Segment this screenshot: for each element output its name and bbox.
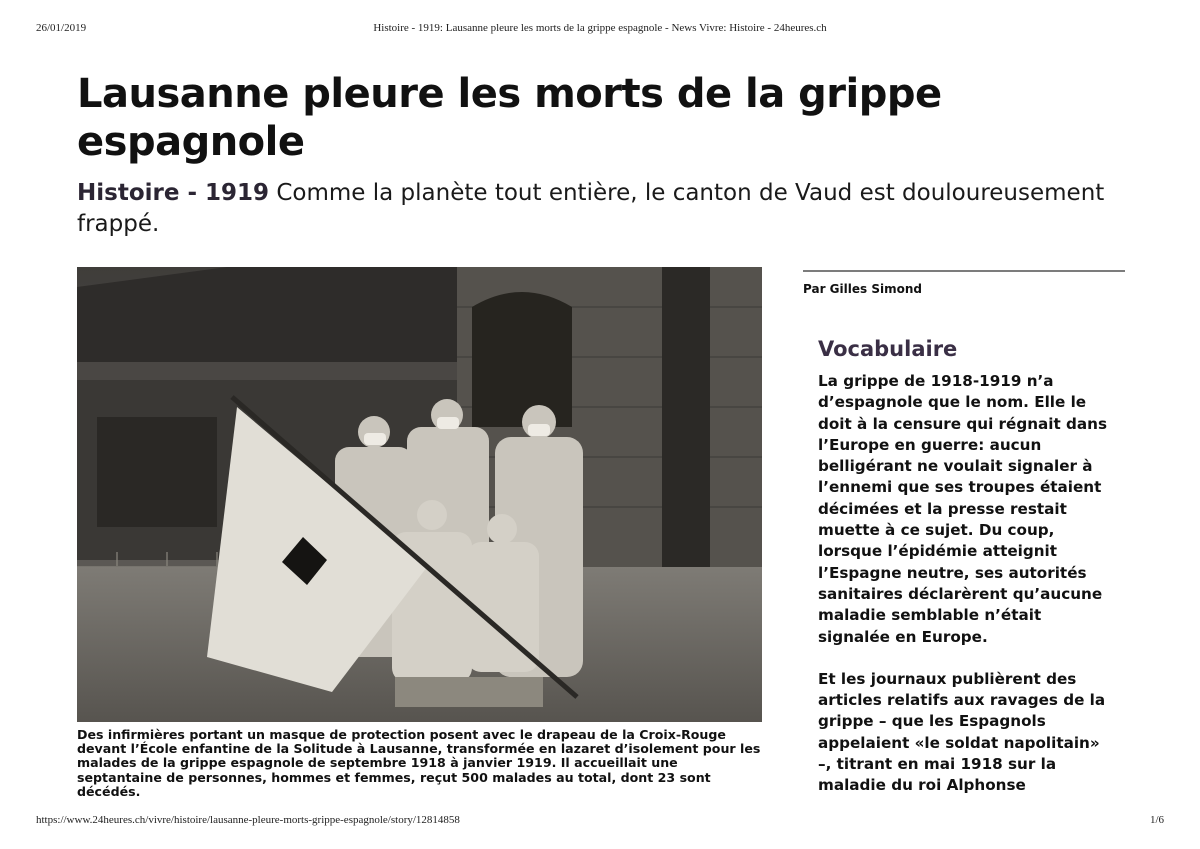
sidebar-rule [803, 270, 1125, 272]
byline: Par Gilles Simond [803, 282, 922, 296]
vocabulary-heading: Vocabulaire [818, 337, 958, 361]
vocabulary-paragraph: La grippe de 1918-1919 n’a d’espagnole que le nom. Elle le doit à la censure qui régnait dans l’Europe en guerre: aucun belligérant ne voulait signaler à l’ennemi que ses troupes étaient décimées et la presse restait muette à ce sujet. Du coup, lorsque l’épidémie atteignit l’Espagne neutre, ses autorités sanitaires déclarèrent qu’aucune maladie semblable n’était signalée en Europe. [818, 372, 1108, 646]
article-photo [77, 267, 762, 722]
article-headline: Lausanne pleure les morts de la grippe espagnole [77, 71, 942, 165]
photo-caption: Des infirmières portant un masque de protection posent avec le drapeau de la Croix-Rouge devant l’École enfantine de la Solitude à Lausanne, transformée en lazaret d’isolement pour les malades de la grippe espagnole de septembre 1918 à janvier 1919. Il accueillait une septantaine de personnes, hommes et femmes, reçut 500 malades au total, dont 23 sont décédés. [77, 727, 761, 799]
print-date: 26/01/2019 [36, 22, 87, 34]
page-number: 1/6 [1149, 814, 1164, 826]
print-url: https://www.24heures.ch/vivre/histoire/lausanne-pleure-morts-grippe-espagnole/story/12814858 [36, 814, 460, 826]
article-lead-text: Comme la planète tout entière, le canton de Vaud est douloureusement frappé. [77, 180, 1105, 237]
article-lead [77, 178, 1137, 240]
article-rubric: Histoire - 1919 [77, 180, 270, 206]
print-page-title: Histoire - 1919: Lausanne pleure les morts de la grippe espagnole - News Vivre: Histoire - 24heures.ch [373, 22, 827, 34]
vocabulary-paragraph: Et les journaux publièrent des articles relatifs aux ravages de la grippe – que les Espagnols appelaient «le soldat napolitain» –, titrant en mai 1918 sur la maladie du roi Alphonse [818, 669, 1106, 795]
vocabulary-box [818, 335, 1118, 818]
